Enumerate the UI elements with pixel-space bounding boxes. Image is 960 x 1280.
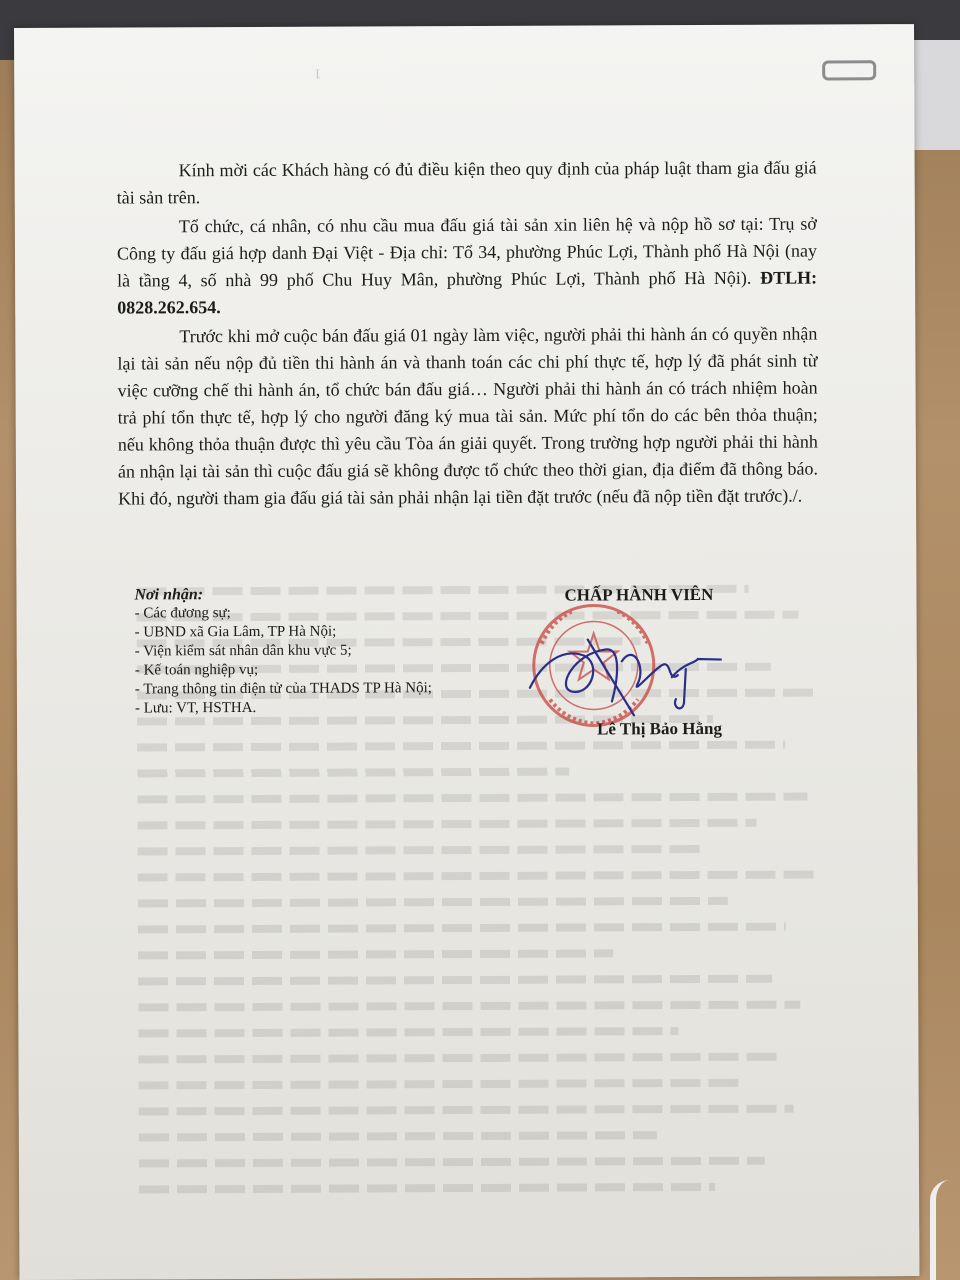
official-stamp-and-signature xyxy=(522,603,723,734)
signer-title: CHẤP HÀNH VIÊN xyxy=(564,584,714,605)
paragraph-invitation-text: Kính mời các Khách hàng có đủ điều kiện theo quy định của pháp luật tham gia đấu giá tài sản trên. xyxy=(116,157,817,208)
document-page xyxy=(14,24,919,1280)
paragraph-conditions-text: Trước khi mở cuộc bán đấu giá 01 ngày làm việc, người phải thi hành án có quyền nhận lại tài sản nếu nộp đủ tiền thi hành án và thanh toán các chi phí thực tế, hợp lý đã phát sinh từ việc cưỡng chế thi hành án, tổ chức bán đấu giá… Người phải thi hành án có trách nhiệm hoàn trả phí tổn thực tế, hợp lý cho người đăng ký mua tài sản. Mức phí tổn do các bên thỏa thuận; nếu không thỏa thuận được thì yêu cầu Tòa án giải quyết. Trong trường hợp người phải thi hành án nhận lại tài sản thì cuộc đấu giá sẽ không được tổ chức theo thời gian, địa điểm đã thông báo. Khi đó, người tham gia đấu giá tài sản phải nhận lại tiền đặt trước (nếu đã nộp tiền đặt trước)./. xyxy=(117,323,818,509)
recipients-heading: Nơi nhận: xyxy=(134,586,204,604)
document-body xyxy=(117,154,819,514)
handwritten-signature xyxy=(530,639,722,716)
page-marker: 1 xyxy=(314,65,322,81)
paragraph-conditions xyxy=(117,320,818,512)
recipients-block xyxy=(134,584,432,718)
paragraph-contact xyxy=(117,210,817,321)
recipient-item: - Lưu: VT, HSTHA. xyxy=(134,699,257,717)
contact-phone: ĐTLH: 0828.262.654. xyxy=(117,267,818,318)
recipient-item: - Các đương sự; xyxy=(134,605,231,622)
signer-name: Lê Thị Bảo Hằng xyxy=(597,718,722,739)
paper-clip xyxy=(822,60,876,80)
official-stamp xyxy=(534,605,655,726)
cable xyxy=(930,1180,960,1280)
paragraph-invitation xyxy=(117,154,817,211)
recipient-item: - Trang thông tin điện tử của THADS TP Hà Nội; xyxy=(134,680,432,698)
recipient-item: - UBND xã Gia Lâm, TP Hà Nội; xyxy=(134,623,337,641)
recipient-item: - Kế toán nghiệp vụ; xyxy=(134,661,259,679)
paragraph-contact-text: Tổ chức, cá nhân, có nhu cầu mua đấu giá tài sản xin liên hệ và nộp hồ sơ tại: Trụ sở Công ty đấu giá hợp danh Đại Việt - Địa chỉ: Tổ 34, phường Phúc Lợi, Thành phố Hà Nội (nay là tầng 4, số nhà 99 phố Chu Huy Mân, phường Phúc Lợi, Thành phố Hà Nội). xyxy=(116,213,818,291)
recipient-item: - Viện kiểm sát nhân dân khu vực 5; xyxy=(134,642,352,660)
